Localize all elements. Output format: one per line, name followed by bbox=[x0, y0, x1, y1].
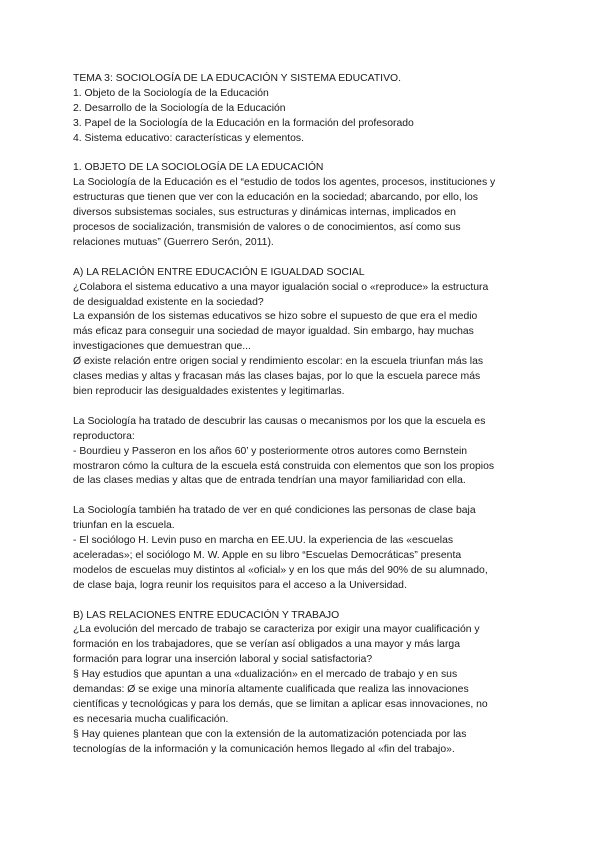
index-item: 2. Desarrollo de la Sociología de la Educación bbox=[73, 102, 286, 114]
paragraph-line: es necesaria mucha cualificación. bbox=[73, 713, 229, 725]
paragraph-line: aceleradas»; el sociólogo M. W. Apple en su libro “Escuelas Democráticas” presenta bbox=[73, 549, 462, 561]
paragraph-line: demandas: Ø se exige una minoría altamente cualificada que realiza las innovaciones bbox=[73, 684, 469, 696]
paragraph-line: - El sociólogo H. Levin puso en marcha en EE.UU. la experiencia de las «escuelas bbox=[73, 535, 454, 547]
paragraph-line: - Bourdieu y Passeron en los años 60’ y posteriormente otros autores como Bernstein bbox=[73, 445, 468, 457]
spacer bbox=[73, 400, 540, 415]
paragraph-line: clases medias y altas y fracasan más las clases bajas, por lo que la escuela parece más bbox=[73, 371, 481, 383]
paragraph-line: formación para lograr una inserción laboral y social satisfactoria? bbox=[73, 654, 373, 666]
paragraph-line: investigaciones que demuestran que... bbox=[73, 341, 251, 353]
paragraph-line: triunfan en la escuela. bbox=[73, 520, 175, 532]
paragraph-line: La expansión de los sistemas educativos se hizo sobre el supuesto de que era el medio bbox=[73, 311, 478, 323]
paragraph-line: de las clases medias y altas que de entrada tendrían una mayor familiaridad con ella. bbox=[73, 475, 466, 487]
paragraph-line: de clase baja, logra reunir los requisitos para el acceso a la Universidad. bbox=[73, 579, 407, 591]
paragraph-line: más eficaz para conseguir una sociedad de mayor igualdad. Sin embargo, hay muchas bbox=[73, 326, 474, 338]
index-item: 4. Sistema educativo: características y elementos. bbox=[73, 132, 305, 144]
index-item: 3. Papel de la Sociología de la Educación en la formación del profesorado bbox=[73, 117, 414, 129]
paragraph-line: Ø existe relación entre origen social y rendimiento escolar: en la escuela triunfan más las bbox=[73, 356, 484, 368]
paragraph-line: procesos de socialización, transmisión de valores o de conocimientos, así como sus bbox=[73, 222, 461, 234]
paragraph-line: La Sociología de la Educación es el “estudio de todos los agentes, procesos, instituciones y bbox=[73, 177, 496, 189]
spacer bbox=[73, 251, 540, 266]
paragraph-line: ¿La evolución del mercado de trabajo se caracteriza por exigir una mayor cualificación y bbox=[73, 624, 480, 636]
paragraph-line: ¿Colabora el sistema educativo a una mayor igualación social o «reproduce» la estructura bbox=[73, 281, 489, 293]
paragraph-line: mostraron cómo la cultura de la escuela está construida con elementos que son los propios bbox=[73, 460, 495, 472]
paragraph-line: científicas y tecnológicas y para los demás, que se limitan a aplicar esas innovaciones, no bbox=[73, 698, 488, 710]
paragraph-line: tecnologías de la información y la comunicación hemos llegado al «fin del trabajo». bbox=[73, 743, 455, 755]
paragraph-line: § Hay quienes plantean que con la extensión de la automatización potenciada por las bbox=[73, 728, 467, 740]
spacer bbox=[73, 489, 540, 504]
index-item: 1. Objeto de la Sociología de la Educación bbox=[73, 87, 269, 99]
spacer bbox=[73, 147, 540, 162]
paragraph-line: modelos de escuelas muy distintos al «oficial» y en los que más del 90% de su alumnado, bbox=[73, 564, 488, 576]
paragraph-line: estructuras que tienen que ver con la educación en la sociedad; abarcando, por ello, los bbox=[73, 192, 478, 204]
document-title: TEMA 3: SOCIOLOGÍA DE LA EDUCACIÓN Y SISTEMA EDUCATIVO. bbox=[73, 73, 401, 84]
section-heading: A) LA RELACIÓN ENTRE EDUCACIÓN E IGUALDAD SOCIAL bbox=[73, 266, 365, 278]
paragraph-line: diversos subsistemas sociales, sus estructuras y dinámicas internas, implicados en bbox=[73, 207, 456, 219]
section-heading: 1. OBJETO DE LA SOCIOLOGÍA DE LA EDUCACIÓN bbox=[73, 162, 324, 174]
paragraph-line: reproductora: bbox=[73, 430, 135, 442]
paragraph-line: La Sociología ha tratado de descubrir las causas o mecanismos por los que la escuela es bbox=[73, 415, 486, 427]
spacer bbox=[73, 594, 540, 609]
paragraph-line: relaciones mutuas” (Guerrero Serón, 2011). bbox=[73, 236, 274, 248]
paragraph-line: bien reproducir las desigualdades existentes y legitimarlas. bbox=[73, 386, 345, 397]
paragraph-line: de desigualdad existente en la sociedad? bbox=[73, 296, 264, 308]
paragraph-line: La Sociología también ha tratado de ver en qué condiciones las personas de clase baja bbox=[73, 505, 476, 517]
paragraph-line: formación en los trabajadores, que se verían así obligados a una mayor y más larga bbox=[73, 639, 460, 651]
section-heading: B) LAS RELACIONES ENTRE EDUCACIÓN Y TRABAJO bbox=[73, 609, 340, 621]
paragraph-line: § Hay estudios que apuntan a una «dualización» en el mercado de trabajo y en sus bbox=[73, 669, 458, 681]
